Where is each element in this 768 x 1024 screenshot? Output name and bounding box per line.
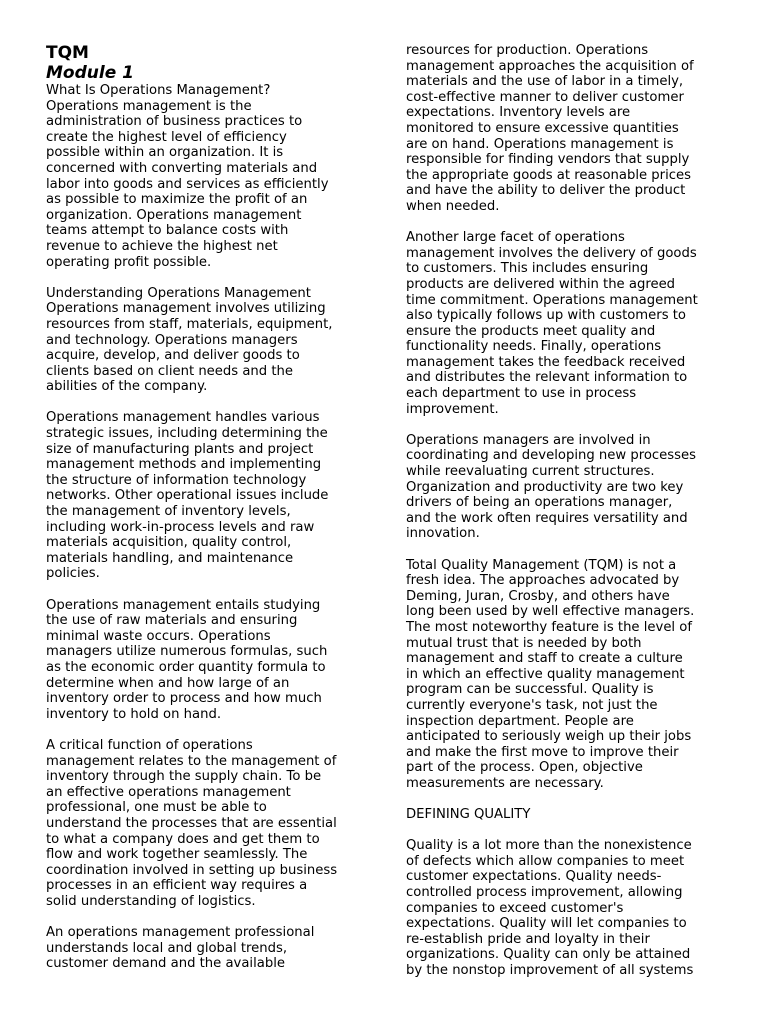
paragraph-resources-for-production: resources for production. Operations management approaches the acquisition of materials and the use of labor in a timely, cost-effective manner to deliver customer expectations. Inventory levels are monitored to ensure excessive quantities are on hand. Operations management is responsible for finding vendors that supply the appropriate goods at reasonable prices and have the ability to deliver the product when needed. [406,43,694,214]
paragraph-professional-trends: An operations management professional understands local and global trends, customer demand and the available [46,925,315,972]
document-title: TQM [46,43,89,63]
paragraph-defining-quality: Quality is a lot more than the nonexistence of defects which allow companies to meet customer expectations. Quality needs- controlled process improvement, allowing companies to exceed customer's expectations. Quality will let companies to re-establish pride and loyalty in their organizations. Quality can only be attained by the nonstop improvement of all systems [406,838,694,979]
section-heading-defining-quality: DEFINING QUALITY [406,807,531,823]
module-heading: Module 1 [46,63,134,83]
paragraph-strategic-issues: Operations management handles various strategic issues, including determining the size of manufacturing plants and project management methods and implementing the structure of information technology networks. Other operational issues include the management of inventory levels, including work-in-process levels and raw materials acquisition, quality control, materials handling, and maintenance policies. [46,410,329,582]
paragraph-what-is-operations-management: What Is Operations Management? Operations management is the administration of business practices to create the highest level of efficiency possible within an organization. It is concerned with converting materials and labor into goods and services as efficiently as possible to maximize the profit of an organization. Operations management teams attempt to balance costs with revenue to achieve the highest net operating profit possible. [46,83,329,270]
paragraph-understanding-operations-management: Understanding Operations Management Operations management involves utilizing resources from staff, materials, equipment, and technology. Operations managers acquire, develop, and deliver goods to clients based on client needs and the abilities of the company. [46,285,333,395]
paragraph-total-quality-management: Total Quality Management (TQM) is not a fresh idea. The approaches advocated by Deming, Juran, Crosby, and others have long been used by well effective managers. The most noteworthy feature is the level of mutual trust that is needed by both management and staff to create a culture in which an effective quality management program can be successful. Quality is currently everyone's task, not just the inspection department. People are anticipated to seriously weigh up their jobs and make the first move to improve their part of the process. Open, objective measurements are necessary. [406,557,695,791]
paragraph-delivery-of-goods: Another large facet of operations management involves the delivery of goods to customers. This includes ensuring products are delivered within the agreed time commitment. Operations management also typically follows up with customers to ensure the products meet quality and functionality needs. Finally, operations management takes the feedback received and distributes the relevant information to each department to use in process improvement. [406,230,698,417]
paragraph-operations-managers-role: Operations managers are involved in coordinating and developing new processes while reevaluating current structures. Organization and productivity are two key drivers of being an operations manager, and the work often requires versatility and innovation. [406,432,697,542]
right-column [406,43,728,979]
paragraph-raw-materials: Operations management entails studying the use of raw materials and ensuring minimal waste occurs. Operations managers utilize numerous formulas, such as the economic order quantity formula to determine when and how large of an inventory order to process and how much inventory to hold on hand. [46,597,328,722]
paragraph-supply-chain: A critical function of operations management relates to the management of inventory through the supply chain. To be an effective operations management professional, one must be able to understand the processes that are essential to what a company does and get them to flow and work together seamlessly. The coordination involved in setting up business processes in an efficient way requires a solid understanding of logistics. [46,737,338,909]
left-column [46,43,364,972]
